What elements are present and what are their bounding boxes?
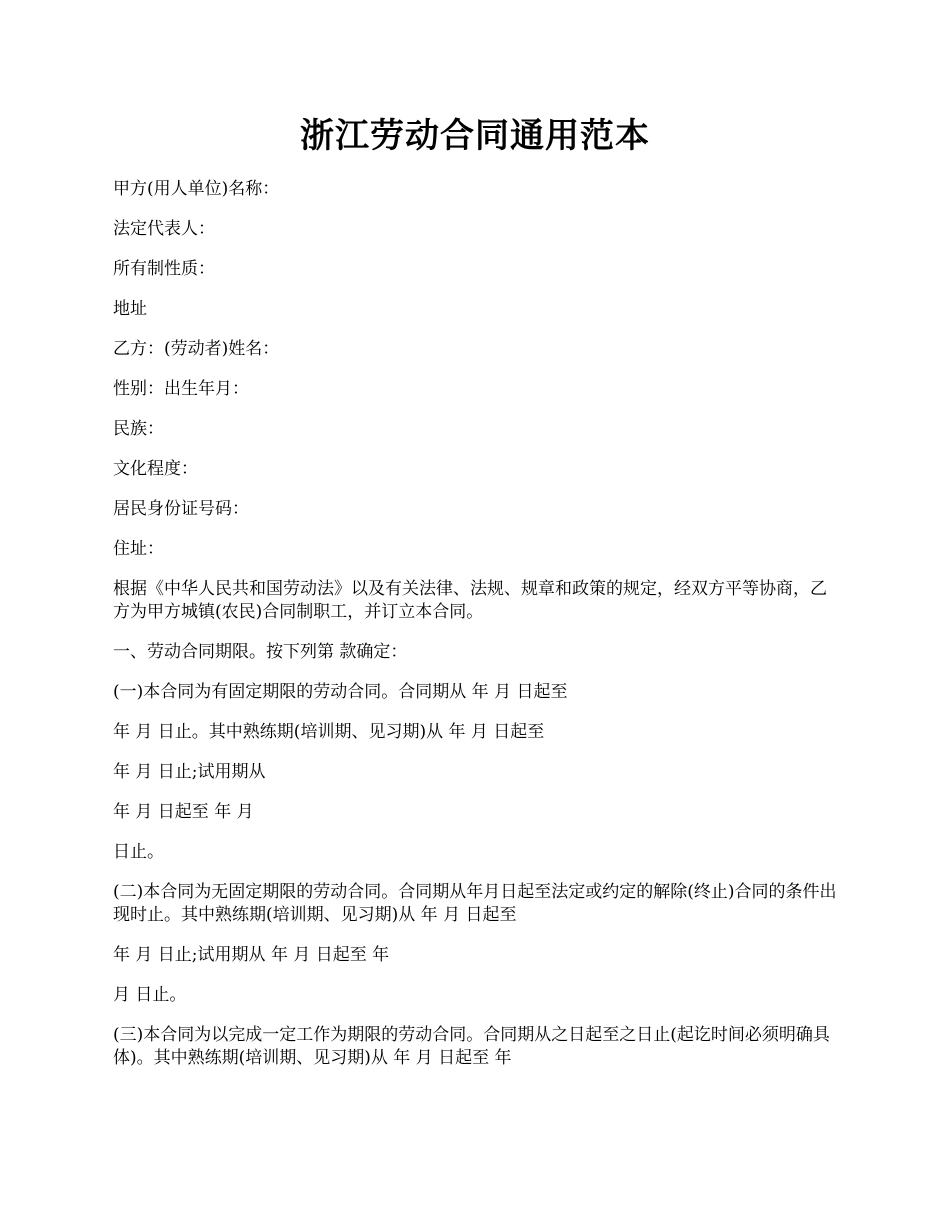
paragraph-id-number: 居民身份证号码： xyxy=(113,499,249,519)
paragraph-employer-name: 甲方(用人单位)名称： xyxy=(113,179,280,199)
paragraph-clause-1-1: (一)本合同为有固定期限的劳动合同。合同期从 年 月 日起至 xyxy=(113,682,568,702)
paragraph-clause-1-3: (三)本合同为以完成一定工作为期限的劳动合同。合同期从之日起至之日止(起讫时间必须明确具体)。其中熟练期(培训期、见习期)从 年 月 日起至 年 xyxy=(113,1025,830,1068)
paragraph-clause-1-1-cont-a: 年 月 日止。其中熟练期(培训期、见习期)从 年 月 日起至 xyxy=(113,722,545,742)
document-body xyxy=(113,178,843,1087)
paragraph-clause-1-2-cont-b: 月 日止。 xyxy=(113,985,187,1005)
paragraph-ethnicity: 民族： xyxy=(113,419,164,439)
paragraph-section-1-heading: 一、劳动合同期限。按下列第 款确定： xyxy=(113,642,408,662)
paragraph-address: 地址 xyxy=(113,299,147,319)
paragraph-residence: 住址： xyxy=(113,539,164,559)
paragraph-legal-representative: 法定代表人： xyxy=(113,219,215,239)
paragraph-gender-birth: 性别：出生年月： xyxy=(113,379,249,399)
paragraph-clause-1-1-cont-d: 日止。 xyxy=(113,842,164,862)
paragraph-clause-1-2-cont-a: 年 月 日止;试用期从 年 月 日起至 年 xyxy=(113,945,390,965)
paragraph-education: 文化程度： xyxy=(113,459,198,479)
paragraph-clause-1-1-cont-b: 年 月 日止;试用期从 xyxy=(113,762,266,782)
paragraph-ownership-type: 所有制性质： xyxy=(113,259,215,279)
paragraph-clause-1-1-cont-c: 年 月 日起至 年 月 xyxy=(113,802,254,822)
document-title: 浙江劳动合同通用范本 xyxy=(300,116,650,156)
paragraph-preamble: 根据《中华人民共和国劳动法》以及有关法律、法规、规章和政策的规定，经双方平等协商，乙方为甲方城镇(农民)合同制职工，并订立本合同。 xyxy=(113,579,827,622)
paragraph-clause-1-2: (二)本合同为无固定期限的劳动合同。合同期从年月日起至法定或约定的解除(终止)合同的条件出现时止。其中熟练期(培训期、见习期)从 年 月 日起至 xyxy=(113,882,837,925)
paragraph-employee-name: 乙方：(劳动者)姓名： xyxy=(113,339,280,359)
